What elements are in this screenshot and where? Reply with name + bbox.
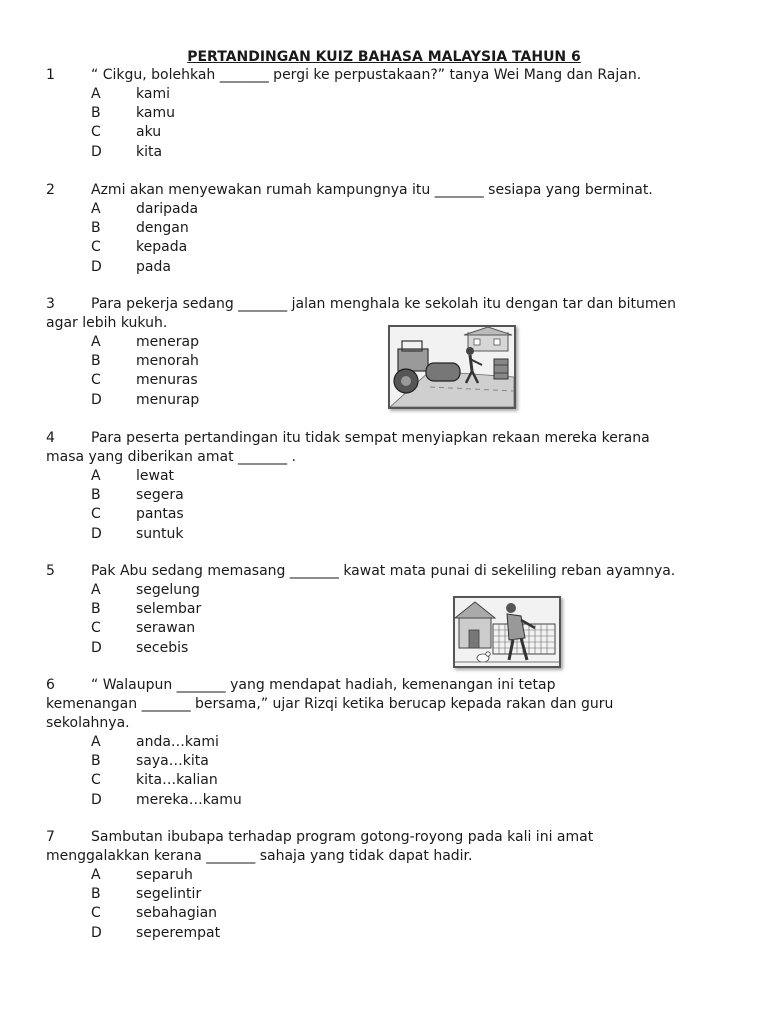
option-letter: A [91, 86, 101, 102]
question-1 [0, 66, 768, 162]
option-a[interactable] [0, 866, 768, 885]
option-letter: D [91, 639, 102, 656]
option-letter: C [91, 239, 101, 256]
question-text: Azmi akan menyewakan rumah kampungnya itu _______ sesiapa yang berminat. [91, 182, 653, 198]
option-text: daripada [136, 201, 199, 217]
option-letter: B [91, 220, 101, 237]
option-text: sebahagian [136, 905, 218, 922]
option-text: secebis [136, 639, 189, 656]
question-text-continued: sekolahnya. [46, 715, 130, 731]
option-c[interactable] [0, 371, 768, 390]
option-letter: B [91, 753, 101, 770]
option-letter: C [91, 620, 101, 637]
option-letter: A [91, 334, 101, 350]
question-6 [0, 676, 768, 810]
option-a[interactable] [0, 733, 768, 752]
option-text: selembar [136, 601, 202, 618]
option-text: pada [136, 258, 171, 275]
option-b[interactable] [0, 104, 768, 123]
option-text: mereka…kamu [136, 791, 242, 808]
question-text-continued: masa yang diberikan amat _______ . [46, 449, 296, 465]
option-text: kita…kalian [136, 772, 218, 789]
option-a[interactable] [0, 581, 768, 600]
option-text: aku [136, 124, 162, 141]
option-text: menuras [136, 372, 198, 389]
option-c[interactable] [0, 505, 768, 524]
question-4 [0, 429, 768, 544]
option-letter: C [91, 772, 101, 789]
option-c[interactable] [0, 123, 768, 142]
option-letter: A [91, 468, 101, 484]
option-text: separuh [136, 867, 193, 883]
option-b[interactable] [0, 352, 768, 371]
option-text: kamu [136, 105, 175, 122]
option-b[interactable] [0, 486, 768, 505]
option-d[interactable] [0, 143, 768, 162]
option-letter: D [91, 791, 102, 808]
option-a[interactable] [0, 333, 768, 352]
question-7 [0, 828, 768, 943]
option-b[interactable] [0, 600, 768, 619]
option-text: lewat [136, 468, 175, 484]
option-text: segelung [136, 582, 200, 598]
question-3 [0, 295, 768, 410]
option-d[interactable] [0, 791, 768, 810]
option-letter: A [91, 201, 101, 217]
question-number: 6 [46, 677, 55, 693]
option-letter: D [91, 143, 102, 160]
option-text: kepada [136, 239, 188, 256]
option-letter: A [91, 867, 101, 883]
option-d[interactable] [0, 639, 768, 658]
option-b[interactable] [0, 219, 768, 238]
option-c[interactable] [0, 771, 768, 790]
option-c[interactable] [0, 619, 768, 638]
option-b[interactable] [0, 885, 768, 904]
question-text-continued: menggalakkan kerana _______ sahaja yang tidak dapat hadir. [46, 848, 473, 864]
option-text: saya…kita [136, 753, 209, 770]
option-d[interactable] [0, 525, 768, 544]
option-letter: D [91, 391, 102, 408]
option-text: anda…kami [136, 734, 219, 750]
option-letter: B [91, 353, 101, 370]
option-c[interactable] [0, 238, 768, 257]
option-d[interactable] [0, 924, 768, 943]
option-letter: C [91, 905, 101, 922]
option-text: segera [136, 487, 184, 504]
option-letter: B [91, 105, 101, 122]
option-text: menerap [136, 334, 199, 350]
question-text: Para pekerja sedang _______ jalan menghala ke sekolah itu dengan tar dan bitumen [91, 296, 676, 312]
question-text-continued: agar lebih kukuh. [46, 315, 168, 331]
question-text: “ Cikgu, bolehkah _______ pergi ke perpustakaan?” tanya Wei Mang dan Rajan. [91, 67, 642, 83]
option-text: segelintir [136, 886, 202, 903]
option-letter: A [91, 734, 101, 750]
option-letter: D [91, 924, 102, 941]
option-b[interactable] [0, 752, 768, 771]
question-text: Pak Abu sedang memasang _______ kawat mata punai di sekeliling reban ayamnya. [91, 563, 676, 579]
question-number: 3 [46, 296, 55, 312]
question-text: Para peserta pertandingan itu tidak sempat menyiapkan rekaan mereka kerana [91, 430, 650, 446]
question-number: 2 [46, 182, 55, 198]
option-letter: B [91, 601, 101, 618]
option-letter: A [91, 582, 101, 598]
option-d[interactable] [0, 391, 768, 410]
question-5 [0, 562, 768, 658]
question-text: “ Walaupun _______ yang mendapat hadiah, kemenangan ini tetap [91, 677, 556, 693]
option-a[interactable] [0, 85, 768, 104]
option-text: seperempat [136, 924, 221, 941]
option-letter: C [91, 506, 101, 523]
question-text-continued: kemenangan _______ bersama,” ujar Rizqi ketika berucap kepada rakan dan guru [46, 696, 614, 712]
question-text: Sambutan ibubapa terhadap program gotong-royong pada kali ini amat [91, 829, 594, 845]
fence-installation-illustration [453, 596, 561, 668]
question-number: 7 [46, 829, 55, 845]
option-a[interactable] [0, 467, 768, 486]
option-letter: C [91, 124, 101, 141]
option-text: kami [136, 86, 170, 102]
option-letter: D [91, 258, 102, 275]
option-text: menurap [136, 391, 200, 408]
option-text: dengan [136, 220, 189, 237]
question-number: 1 [46, 67, 55, 83]
option-text: suntuk [136, 525, 184, 542]
question-number: 5 [46, 563, 55, 579]
option-a[interactable] [0, 200, 768, 219]
option-letter: D [91, 525, 102, 542]
question-2 [0, 181, 768, 277]
question-number: 4 [46, 430, 55, 446]
option-text: pantas [136, 506, 184, 523]
option-letter: B [91, 886, 101, 903]
option-letter: C [91, 372, 101, 389]
option-text: kita [136, 143, 163, 160]
option-text: menorah [136, 353, 199, 370]
option-c[interactable] [0, 904, 768, 923]
option-letter: B [91, 487, 101, 504]
road-paving-illustration [388, 325, 516, 409]
page-title: PERTANDINGAN KUIZ BAHASA MALAYSIA TAHUN 6 [187, 49, 581, 65]
option-text: serawan [136, 620, 196, 637]
option-d[interactable] [0, 258, 768, 277]
